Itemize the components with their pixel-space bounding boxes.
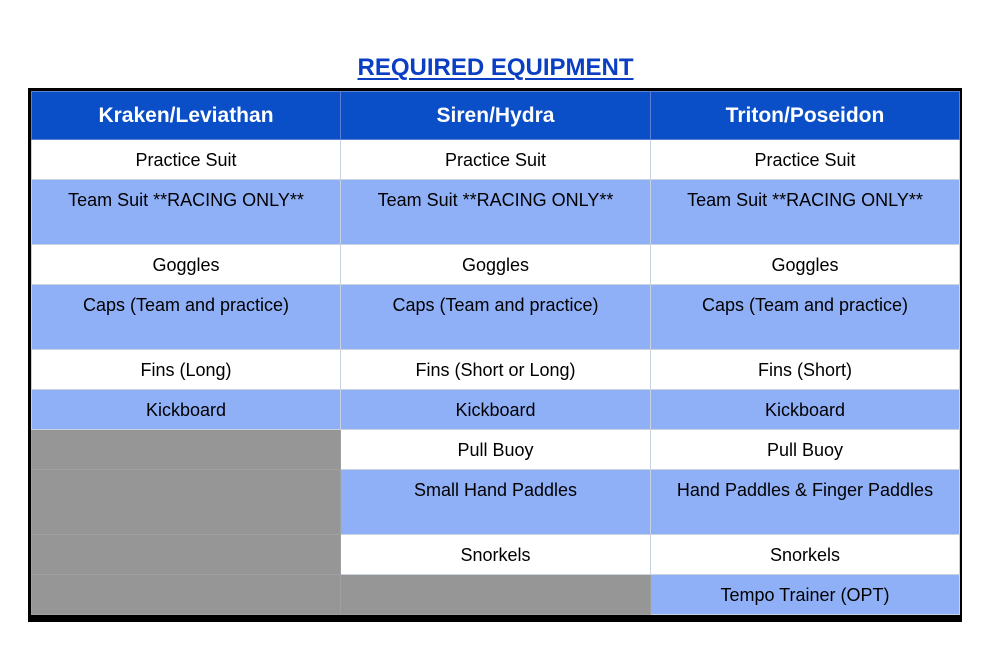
table-row <box>32 350 960 390</box>
table-cell: Fins (Long) <box>32 350 341 390</box>
table-cell: Fins (Short) <box>651 350 960 390</box>
table-row <box>32 245 960 285</box>
table-row <box>32 140 960 180</box>
table-cell: Practice Suit <box>651 140 960 180</box>
table-cell: Pull Buoy <box>341 430 651 470</box>
table-cell: Hand Paddles & Finger Paddles <box>651 470 960 535</box>
table-cell: Pull Buoy <box>651 430 960 470</box>
page-title: REQUIRED EQUIPMENT <box>357 54 634 81</box>
table-cell: Caps (Team and practice) <box>651 285 960 350</box>
table-cell: Goggles <box>32 245 341 285</box>
table-cell: Goggles <box>651 245 960 285</box>
table-cell: Kickboard <box>651 390 960 430</box>
equipment-table <box>31 91 960 615</box>
table-cell: Caps (Team and practice) <box>341 285 651 350</box>
table-cell: Goggles <box>341 245 651 285</box>
table-cell: Fins (Short or Long) <box>341 350 651 390</box>
table-row <box>32 285 960 350</box>
header-row <box>32 92 960 140</box>
table-cell: Tempo Trainer (OPT) <box>651 575 960 615</box>
table-cell: Practice Suit <box>32 140 341 180</box>
table-cell: Caps (Team and practice) <box>32 285 341 350</box>
table-cell: Team Suit **RACING ONLY** <box>651 180 960 245</box>
table-cell: Snorkels <box>341 535 651 575</box>
table-cell: Kickboard <box>32 390 341 430</box>
table-cell: Practice Suit <box>341 140 651 180</box>
equipment-table-frame <box>28 88 962 622</box>
table-row <box>32 575 960 615</box>
empty-cell <box>32 470 341 535</box>
column-header-triton-poseidon: Triton/Poseidon <box>651 92 960 140</box>
column-header-kraken-leviathan: Kraken/Leviathan <box>32 92 341 140</box>
table-row <box>32 470 960 535</box>
column-header-siren-hydra: Siren/Hydra <box>341 92 651 140</box>
table-cell: Snorkels <box>651 535 960 575</box>
table-row <box>32 535 960 575</box>
table-row <box>32 430 960 470</box>
table-cell: Small Hand Paddles <box>341 470 651 535</box>
empty-cell <box>32 430 341 470</box>
table-cell: Team Suit **RACING ONLY** <box>341 180 651 245</box>
table-cell: Kickboard <box>341 390 651 430</box>
empty-cell <box>32 575 341 615</box>
table-cell: Team Suit **RACING ONLY** <box>32 180 341 245</box>
empty-cell <box>341 575 651 615</box>
empty-cell <box>32 535 341 575</box>
table-row <box>32 180 960 245</box>
table-row <box>32 390 960 430</box>
